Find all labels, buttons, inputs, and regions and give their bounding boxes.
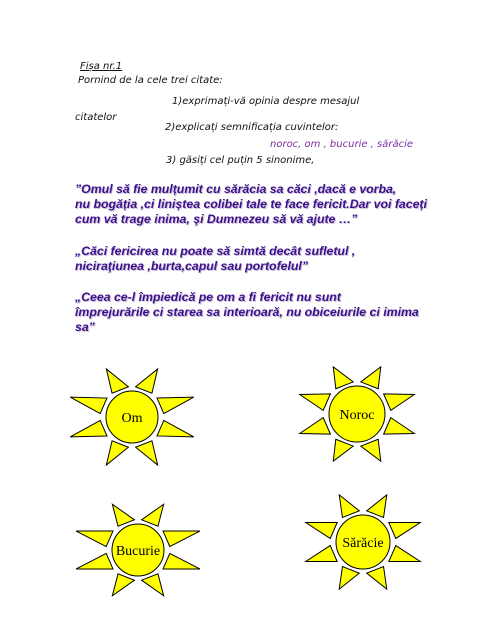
sun-ray [76,531,113,547]
quote-1 [75,182,435,227]
task-1-line-2: citatelor [75,112,117,123]
task-1-line-1: 1)exprimați-vă opinia despre mesajul [172,96,360,107]
sun-ray [300,418,331,434]
sun-ray [70,397,107,413]
sun-ray [339,567,359,590]
sun-label-bucurie: Bucurie [115,544,161,559]
quote-2-line-1: „Căci fericirea nu poate să simtă decât sufletul , [75,244,356,258]
sun-ray [306,546,337,562]
intro-text: Pornind de la cele trei citate: [78,75,223,86]
sun-ray [136,369,158,393]
sun-ray [300,394,331,410]
quote-2-line-2: niciraţiunea ,burta,capul sau portofelul” [75,259,308,273]
sun-ray [333,439,353,461]
quote-2 [75,244,435,274]
quote-3 [75,290,435,335]
sun-ray [389,546,420,562]
sun-ray [384,394,415,410]
words-list: noroc, om , bucurie , sărăcie [270,139,414,150]
sun-ray [157,397,194,413]
sun-ray [367,495,387,518]
quote-1-line-1: ”Omul să fie mulțumit cu sărăcia sa căci ,dacă e vorba, [75,182,397,196]
sun-ray [367,567,387,590]
sun-label-saracie: Sărăcie [342,536,384,551]
sun-saracie [298,490,428,598]
sun-ray [142,504,164,526]
sun-ray [112,574,134,596]
sun-ray [384,418,415,434]
sun-ray [112,504,134,526]
quote-3-line-1: „Ceea ce-l împiedică pe om a fi fericit nu sunt [75,290,341,304]
sun-ray [361,439,381,461]
sun-ray [163,531,200,547]
sun-ray [70,420,107,436]
sun-om [62,362,202,472]
quote-1-line-2: nu bogăția ,ci liniștea colibei tale te face fericit.Dar voi faceți [75,197,427,211]
sun-ray [142,574,164,596]
sun-ray [157,420,194,436]
sun-ray [76,553,113,569]
quote-3-line-2: împrejurările ci starea sa interioară, nu obiceiurile ci imima [75,305,419,319]
sun-label-om: Om [121,411,143,426]
sun-noroc [292,362,422,470]
sun-ray [361,367,381,389]
sun-bucurie [68,498,208,603]
quote-3-line-3: sa” [75,320,95,334]
sun-ray [136,441,158,465]
sun-ray [306,522,337,538]
sun-ray [106,369,128,393]
sun-ray [163,553,200,569]
sun-ray [339,495,359,518]
sun-label-noroc: Noroc [339,408,375,423]
sun-ray [333,367,353,389]
quote-1-line-3: cum vă trage inima, şi Dumnezeu să vă ajute …” [75,212,358,226]
worksheet-title: Fișa nr.1 [80,61,123,72]
task-2-text: 2)explicați semnificația cuvintelor: [165,122,339,133]
sun-ray [106,441,128,465]
sun-ray [389,522,420,538]
task-3-text: 3) găsiți cel puțin 5 sinonime, [166,155,315,166]
